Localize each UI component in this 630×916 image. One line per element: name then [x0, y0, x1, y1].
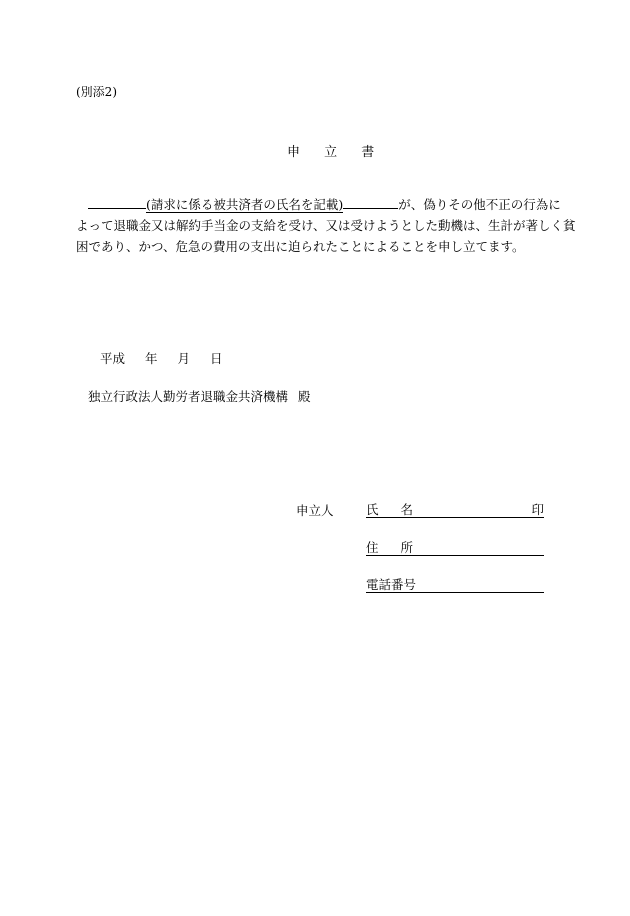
statement-line-1-text: が、偽りその他不正の行為に — [398, 197, 561, 212]
addressee-organization: 独立行政法人勤労者退職金共済機構 — [88, 389, 289, 404]
date-line — [100, 349, 243, 367]
name-placeholder[interactable]: (請求に係る被共済者の氏名を記載) — [146, 197, 344, 212]
statement-paragraph — [76, 194, 576, 257]
document-title: 申 立 書 — [287, 145, 385, 160]
phone-label: 電話番号 — [366, 577, 417, 592]
applicant-phone-field[interactable] — [366, 575, 544, 593]
applicant-label: 申立人 — [296, 503, 334, 518]
applicant-address-field[interactable] — [366, 538, 544, 556]
statement-line-1 — [76, 194, 561, 215]
name-label: 氏名 — [366, 502, 436, 517]
address-label: 住所 — [366, 540, 436, 555]
date-day: 日 — [210, 351, 223, 366]
applicant-name-field[interactable] — [366, 500, 544, 518]
annex-label: (別添2) — [76, 85, 117, 99]
date-month: 月 — [177, 351, 191, 366]
addressee-line — [88, 387, 311, 405]
name-blank-leading[interactable] — [88, 195, 146, 209]
addressee-honorific: 殿 — [298, 389, 311, 404]
statement-line-2: よって退職金又は解約手当金の支給を受け、又は受けようとした動機は、生計が著しく貧 — [76, 218, 576, 233]
date-year: 年 — [145, 351, 158, 366]
statement-line-3: 困であり、かつ、危急の費用の支出に迫られたことによることを申し立てます。 — [76, 239, 525, 254]
date-era: 平成 — [100, 351, 126, 366]
seal-mark: 印 — [531, 502, 544, 517]
name-blank-trailing[interactable] — [343, 195, 398, 209]
